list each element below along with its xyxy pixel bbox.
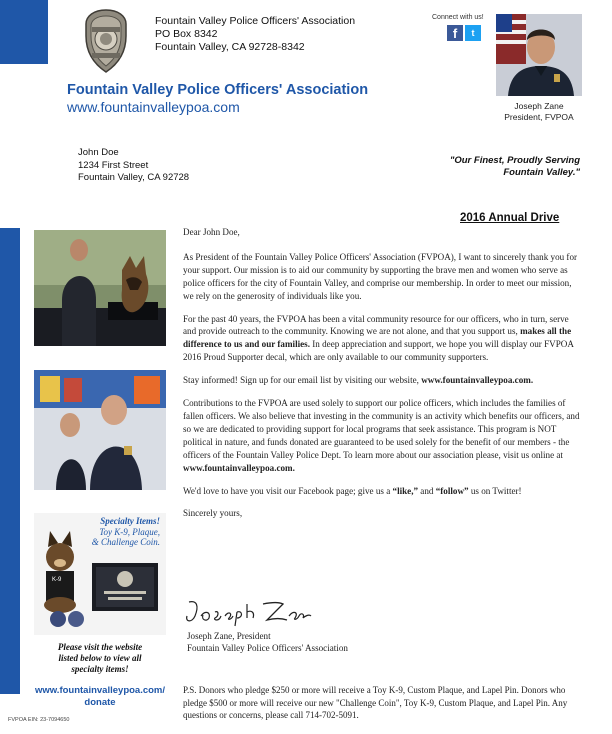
- specialty-line: & Challenge Coin.: [91, 537, 160, 547]
- follow-text: “follow”: [435, 485, 469, 496]
- president-name: Joseph Zane: [514, 101, 564, 111]
- recipient-line: Fountain Valley, CA 92728: [78, 172, 190, 183]
- blue-side-bar: [0, 228, 20, 694]
- recipient-address: [78, 147, 189, 185]
- website-link[interactable]: www.fountainvalleypoa.com.: [421, 375, 534, 386]
- visit-line: Please visit the website: [57, 642, 143, 652]
- postscript: P.S. Donors who pledge $250 or more will receive a Toy K-9, Custom Plaque, and Lapel Pin. Donors who pledge $500 or more will receive our new "Challenge Coin", Toy K-9, Custom Plaque, and Lapel Pin. Any questions or concerns, please call 714-702-5091.: [183, 685, 568, 721]
- recipient-line: 1234 First Street: [78, 159, 149, 171]
- paragraph-history: [183, 313, 583, 365]
- facebook-icon[interactable]: f: [447, 25, 463, 41]
- org-mailing-address: [155, 15, 355, 54]
- signer-block: [187, 630, 348, 654]
- visit-website-note: [30, 642, 170, 675]
- specialty-items-caption: [70, 516, 160, 548]
- paragraph-mission: As President of the Fountain Valley Police Officers' Association (FVPOA), I want to sincerely thank you for your support. Our mission is to aid our community by supporting the brave men and women who serve as police officers for the city of Fountain Valley, and comprise our membership. In order to meet our mission, we rely on the generosity of individuals like you.: [183, 251, 578, 301]
- connect-label: Connect with us!: [432, 14, 484, 21]
- address-line: PO Box 8342: [155, 28, 218, 40]
- police-badge-logo: [80, 8, 132, 74]
- donate-link[interactable]: [28, 685, 172, 709]
- salutation: Dear John Doe,: [183, 227, 240, 237]
- address-line: Fountain Valley, CA 92728-8342: [155, 41, 305, 53]
- text-run: us on Twitter!: [468, 485, 522, 496]
- president-photo: [496, 14, 582, 96]
- handwritten-signature: [183, 596, 313, 628]
- president-caption: [496, 101, 582, 123]
- paragraph-contributions: [183, 397, 583, 474]
- paragraph-social: [183, 485, 583, 498]
- text-run: We'd love to have you visit our Facebook page; give us a: [183, 485, 393, 496]
- website-link[interactable]: www.fountainvalleypoa.com.: [183, 462, 295, 473]
- motto-line: Fountain Valley.": [503, 167, 580, 178]
- blue-corner-block: [0, 0, 48, 64]
- paragraph-stay-informed: [183, 374, 583, 387]
- emphasis-text: makes all the difference to us and our families.: [183, 326, 572, 350]
- text-run: and: [418, 485, 436, 496]
- motto-line: "Our Finest, Proudly Serving: [449, 155, 580, 166]
- motto: [420, 155, 580, 179]
- closing: Sincerely yours,: [183, 508, 243, 519]
- recipient-line: John Doe: [78, 147, 119, 158]
- text-run: For the past 40 years, the FVPOA has been a vital community resource for our officers, who in turn, serve and provide outreach to the community. Knowing we are not alone, and that you support us,: [183, 313, 569, 337]
- letter-body: [183, 226, 583, 530]
- text-run: In deep appreciation and support, we hope you will display our FVPOA 2016 Proud Supporter decal, which are only available to our community supporters.: [183, 339, 574, 363]
- text-run: Stay informed! Sign up for our email list by visiting our website,: [183, 375, 422, 386]
- org-title: Fountain Valley Police Officers' Association: [67, 82, 369, 98]
- text-run: Contributions to the FVPOA are used solely to support our police officers, which includes the families of fallen officers. We also believe that investing in the community is an activity which benefits our officers, and so we are dedicated to providing support for local programs that seek assistance. This program is NOT political in nature, and funds donated are guaranteed to be used solely for the benefit of our members - the officers of the Fountain Valley Police Dept. To learn more about our association please, visit us online at: [183, 398, 580, 460]
- donate-line: www.fountainvalleypoa.com/: [34, 685, 166, 696]
- org-website-link[interactable]: www.fountainvalleypoa.com: [67, 99, 240, 115]
- president-title: President, FVPOA: [504, 112, 574, 122]
- signer-org: Fountain Valley Police Officers' Association: [187, 643, 348, 653]
- fein-number: FVPOA EIN: 23-7094650: [8, 717, 70, 723]
- donate-line: donate: [84, 697, 116, 708]
- toy-k9-label: K-9: [52, 577, 62, 583]
- like-text: “like,”: [392, 485, 419, 496]
- drive-title: 2016 Annual Drive: [460, 212, 560, 224]
- specialty-heading: Specialty Items!: [100, 516, 160, 526]
- specialty-line: Toy K-9, Plaque,: [99, 526, 160, 537]
- address-line: Fountain Valley Police Officers' Association: [155, 15, 356, 27]
- officer-with-k9-photo: [34, 230, 166, 346]
- visit-line: specialty items!: [71, 664, 129, 674]
- officer-with-child-photo: [34, 370, 166, 490]
- visit-line: listed below to view all: [58, 653, 142, 663]
- twitter-icon[interactable]: t: [465, 25, 481, 41]
- signer-name: Joseph Zane, President: [187, 631, 271, 641]
